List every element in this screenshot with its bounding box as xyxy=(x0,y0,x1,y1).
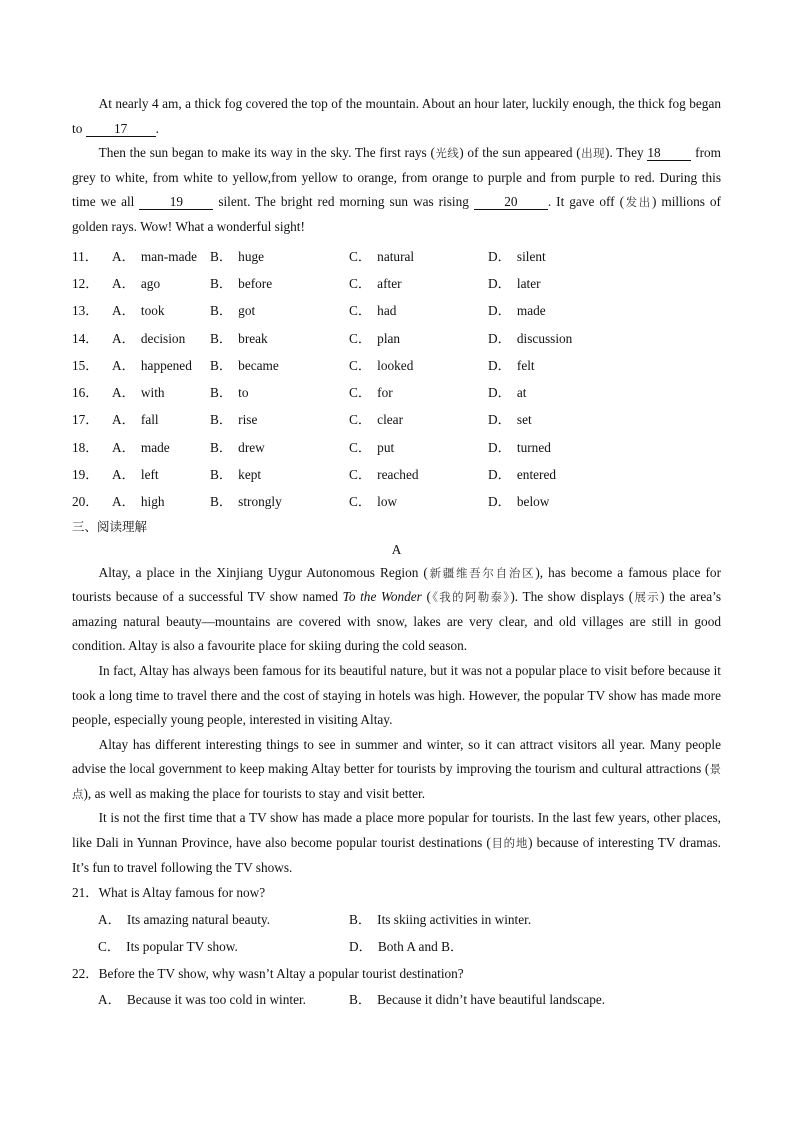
option-b xyxy=(210,328,349,347)
option-row xyxy=(72,934,721,961)
option-c xyxy=(349,355,488,374)
option-d xyxy=(488,300,608,319)
question-number: 18． xyxy=(72,439,99,455)
option-text: man-made xyxy=(140,248,198,264)
option-text: low xyxy=(377,494,398,510)
option-text: Its amazing natural beauty. xyxy=(126,912,271,928)
option-text: felt xyxy=(516,357,535,373)
show-title: To the Wonder xyxy=(342,589,422,605)
option-label: C． xyxy=(349,494,372,510)
text-run: ), has become a famous place for tourists because of a successful TV show named xyxy=(72,564,721,605)
text-run: . xyxy=(155,120,159,136)
text-run: . It gave off ( xyxy=(547,194,625,210)
question-number: 19． xyxy=(72,467,99,483)
text-run: Then the sun began to make its way in the sky. The first rays ( xyxy=(98,145,435,161)
text-run: At nearly 4 am, a thick fog covered the top of the mountain. About an hour later, luckily enough, the thick fog began to xyxy=(72,96,721,136)
option-b xyxy=(210,273,349,292)
option-d xyxy=(488,246,608,265)
option-text: clear xyxy=(377,412,403,428)
option-a xyxy=(112,300,210,319)
option-row xyxy=(72,378,721,405)
text-run: Altay, a place in the Xinjiang Uygur Autonomous Region ( xyxy=(98,564,428,580)
blank-17: 17 xyxy=(86,121,156,137)
question-number: 15． xyxy=(72,357,99,373)
passage-label: A xyxy=(391,541,402,557)
option-text: huge xyxy=(238,248,265,264)
option-a xyxy=(98,987,349,1014)
option-row xyxy=(72,487,721,514)
option-label: A． xyxy=(112,439,135,455)
chinese-gloss: 展示 xyxy=(633,590,661,605)
chinese-gloss: 景点 xyxy=(72,762,721,801)
option-label: D． xyxy=(488,494,511,510)
question-number: 22． xyxy=(72,965,99,981)
option-row xyxy=(72,351,721,378)
chinese-gloss: 目的地 xyxy=(490,836,529,851)
reading-paragraph-2: In fact, Altay has always been famous for its beautiful nature, but it was not a popular place to visit before because it took a long time to travel there and the cost of staying in hotels was high. However, the popular TV show has made more people, especially young people, interested in visiting Altay. xyxy=(72,662,721,728)
question-text: What is Altay famous for now? xyxy=(98,885,266,901)
option-label: A． xyxy=(112,385,135,401)
section-heading: 三、阅读理解 xyxy=(72,518,148,534)
option-text: Both A and B． xyxy=(377,938,464,954)
question-number: 11． xyxy=(72,248,99,264)
option-text: Because it was too cold in winter. xyxy=(126,992,307,1008)
option-label: A． xyxy=(98,912,121,928)
option-b xyxy=(210,246,349,265)
option-label: D． xyxy=(488,276,511,291)
question-22 xyxy=(72,961,721,1015)
option-d xyxy=(488,437,608,456)
option-text: became xyxy=(238,357,279,373)
option-text: natural xyxy=(377,248,415,264)
option-c xyxy=(349,328,488,347)
option-text: rise xyxy=(238,412,258,428)
question-21 xyxy=(72,880,721,960)
option-label: B． xyxy=(349,992,372,1008)
option-text: with xyxy=(140,385,165,401)
option-row xyxy=(72,323,721,350)
option-text: silent xyxy=(516,248,546,264)
question-stem xyxy=(72,880,721,907)
option-text: Its popular TV show. xyxy=(126,938,238,954)
question-number: 13． xyxy=(72,303,99,319)
question-text: Before the TV show, why wasn’t Altay a popular tourist destination? xyxy=(98,965,464,981)
option-label: B． xyxy=(210,248,233,264)
option-d xyxy=(488,355,608,374)
option-c xyxy=(349,382,488,401)
text-run: silent. The bright red morning sun was rising xyxy=(213,194,474,210)
option-c xyxy=(98,934,349,961)
text-run: from grey to white, from white to yellow,from yellow to orange, from orange to purple and from purple to red. During this time we all xyxy=(72,145,722,210)
chinese-gloss: 光线 xyxy=(434,146,460,161)
option-row xyxy=(72,242,721,269)
option-row xyxy=(72,987,721,1014)
question-number: 14． xyxy=(72,330,99,346)
chinese-gloss: 发出 xyxy=(624,195,652,210)
option-label: C． xyxy=(349,467,372,483)
option-b xyxy=(210,437,349,456)
document-page xyxy=(72,92,721,1014)
option-label: D． xyxy=(488,385,511,401)
option-text: for xyxy=(377,385,393,401)
option-b xyxy=(210,409,349,428)
question-number: 16． xyxy=(72,385,99,401)
option-text: before xyxy=(238,276,273,291)
text-run: ) because of interesting TV dramas. It’s fun to travel following the TV shows. xyxy=(72,835,721,875)
option-text: break xyxy=(238,330,268,346)
option-label: C． xyxy=(349,330,372,346)
option-label: A． xyxy=(112,467,135,483)
option-text: Because it didn’t have beautiful landscape. xyxy=(377,992,606,1008)
option-text: made xyxy=(516,303,546,319)
option-text: made xyxy=(140,439,170,455)
text-run: ( xyxy=(421,589,431,605)
option-label: D． xyxy=(488,467,511,483)
option-label: C． xyxy=(349,385,372,401)
option-label: C． xyxy=(349,248,372,264)
chinese-gloss: 新疆维吾尔自治区 xyxy=(427,565,536,580)
option-b xyxy=(210,382,349,401)
option-text: drew xyxy=(238,439,265,455)
option-text: turned xyxy=(516,439,551,455)
text-run: ) of the sun appeared ( xyxy=(459,145,581,161)
text-run: Altay has different interesting things to see in summer and winter, so it can attract visitors all year. Many people advise the local government to keep making Altay better for tourists by improving the tourism and cultural attractions ( xyxy=(72,736,721,777)
option-text: kept xyxy=(238,467,262,483)
text-run: ) millions of golden rays. Wow! What a wonderful sight! xyxy=(72,194,721,234)
option-label: D． xyxy=(488,330,511,346)
option-a xyxy=(112,409,210,428)
option-d xyxy=(488,409,608,428)
option-text: happened xyxy=(140,357,192,373)
option-row xyxy=(72,296,721,323)
question-number: 21． xyxy=(72,885,99,901)
reading-paragraph-1 xyxy=(72,561,721,659)
blank-18: 18 xyxy=(647,145,691,161)
option-label: A． xyxy=(112,357,135,373)
option-c xyxy=(349,437,488,456)
option-c xyxy=(349,491,488,510)
option-text: below xyxy=(516,494,550,510)
option-text: to xyxy=(238,385,249,401)
option-c xyxy=(349,464,488,483)
option-row xyxy=(72,433,721,460)
option-text: got xyxy=(238,303,256,319)
option-label: B． xyxy=(349,912,372,928)
option-a xyxy=(112,328,210,347)
option-d xyxy=(488,464,608,483)
option-label: D． xyxy=(488,412,511,428)
option-c xyxy=(349,273,488,292)
text-run: ). The show displays ( xyxy=(510,589,634,605)
question-number: 12． xyxy=(72,276,99,291)
option-text: decision xyxy=(140,330,186,346)
option-label: B． xyxy=(210,303,233,319)
option-label: D． xyxy=(488,248,511,264)
option-b xyxy=(349,987,606,1014)
option-label: A． xyxy=(112,412,135,428)
option-a xyxy=(112,491,210,510)
option-label: A． xyxy=(112,303,135,319)
option-text: plan xyxy=(377,330,401,346)
option-label: A． xyxy=(98,992,121,1008)
option-a xyxy=(112,464,210,483)
option-label: D． xyxy=(349,938,372,954)
cloze-paragraph-1 xyxy=(72,92,721,141)
option-text: reached xyxy=(377,467,419,483)
option-label: B． xyxy=(210,412,233,428)
option-d xyxy=(488,328,608,347)
option-label: A． xyxy=(112,494,135,510)
option-text: discussion xyxy=(516,330,573,346)
option-row xyxy=(72,405,721,432)
option-label: C． xyxy=(98,938,121,954)
option-label: B． xyxy=(210,467,233,483)
option-row xyxy=(72,907,721,934)
option-label: B． xyxy=(210,276,233,291)
option-text: later xyxy=(516,276,541,291)
option-text: left xyxy=(140,467,159,483)
option-label: C． xyxy=(349,276,372,291)
option-label: D． xyxy=(488,357,511,373)
option-a xyxy=(112,246,210,265)
cloze-paragraph-2 xyxy=(72,141,721,239)
chinese-gloss: 出现 xyxy=(580,146,606,161)
question-number: 17． xyxy=(72,412,99,428)
option-label: A． xyxy=(112,330,135,346)
option-a xyxy=(98,907,349,934)
option-label: C． xyxy=(349,357,372,373)
question-stem xyxy=(72,961,721,988)
reading-paragraph-4 xyxy=(72,806,721,880)
text-run: ). They xyxy=(605,145,648,161)
option-a xyxy=(112,273,210,292)
option-label: D． xyxy=(488,303,511,319)
text-run: ) the area’s amazing natural beauty—mountains are covered with snow, lakes are very clear, and old villages are still in good condition. Altay is also a favourite place for skiing during the cold season. xyxy=(72,589,722,654)
option-text: fall xyxy=(140,412,159,428)
chinese-gloss: 《我的阿勒泰》 xyxy=(430,590,511,605)
option-text: set xyxy=(516,412,532,428)
option-row xyxy=(72,269,721,296)
option-c xyxy=(349,409,488,428)
option-row xyxy=(72,460,721,487)
option-c xyxy=(349,300,488,319)
option-text: entered xyxy=(516,467,557,483)
option-text: after xyxy=(377,276,402,291)
option-label: A． xyxy=(112,248,135,264)
option-c xyxy=(349,246,488,265)
option-text: ago xyxy=(140,276,161,291)
option-b xyxy=(349,907,600,934)
option-b xyxy=(210,491,349,510)
question-number: 20． xyxy=(72,494,99,510)
blank-19: 19 xyxy=(139,194,213,210)
option-d xyxy=(488,382,608,401)
option-d xyxy=(488,491,608,510)
option-text: Its skiing activities in winter. xyxy=(377,912,532,928)
cloze-options xyxy=(72,242,721,515)
option-text: at xyxy=(516,385,527,401)
text-run: ), as well as making the place for tourists to stay and visit better. xyxy=(83,785,426,801)
option-text: strongly xyxy=(238,494,282,510)
reading-paragraph-3 xyxy=(72,733,721,807)
option-b xyxy=(210,300,349,319)
option-text: looked xyxy=(377,357,414,373)
option-label: B． xyxy=(210,439,233,455)
option-d xyxy=(488,273,608,292)
option-a xyxy=(112,437,210,456)
text-run: It is not the first time that a TV show has made a place more popular for tourists. In the last few years, other places, like Dali in Yunnan Province, have also become popular tourist destinations ( xyxy=(72,810,721,851)
option-label: C． xyxy=(349,439,372,455)
option-b xyxy=(210,355,349,374)
option-label: B． xyxy=(210,385,233,401)
option-a xyxy=(112,355,210,374)
option-a xyxy=(112,382,210,401)
option-label: B． xyxy=(210,494,233,510)
option-label: B． xyxy=(210,357,233,373)
option-label: B． xyxy=(210,330,233,346)
blank-20: 20 xyxy=(474,194,548,210)
option-text: put xyxy=(377,439,395,455)
option-label: C． xyxy=(349,412,372,428)
option-text: took xyxy=(140,303,165,319)
option-text: high xyxy=(140,494,165,510)
option-label: D． xyxy=(488,439,511,455)
option-label: C． xyxy=(349,303,372,319)
option-d xyxy=(349,934,600,961)
option-text: had xyxy=(377,303,397,319)
option-label: A． xyxy=(112,276,135,291)
option-b xyxy=(210,464,349,483)
